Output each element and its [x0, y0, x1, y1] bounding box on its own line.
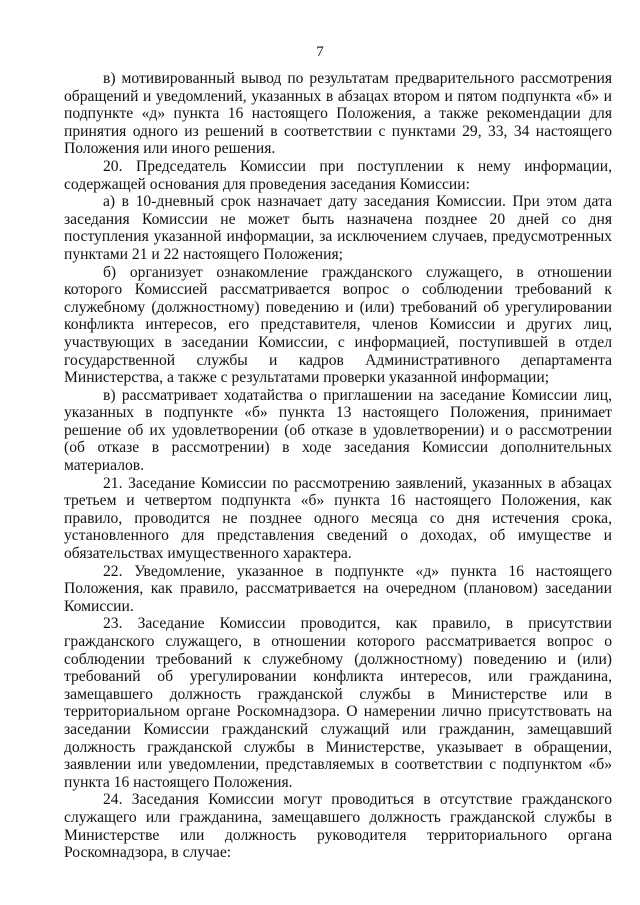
page-number: 7: [316, 44, 324, 60]
paragraph-20-v: в) рассматривает ходатайства о приглашении на заседание Комиссии лиц, указанных в подпункте «б» пункта 13 настоящего Положения, принимает решение об их удовлетворении (об отказе в удовлетворении) и о рассмотрении (об отказе в рассмотрении) в ходе заседания Комиссии дополнительных материалов.: [64, 386, 612, 475]
paragraph-v-conclusion: в) мотивированный вывод по результатам предварительного рассмотрения обращений и уведомлений, указанных в абзацах втором и пятом подпункта «б» и подпункте «д» пункта 16 настоящего Положения, а также рекомендации для принятия одного из решений в соответствии с пунктами 29, 33, 34 настоящего Положения или иного решения.: [64, 70, 612, 158]
paragraph-22: 22. Уведомление, указанное в подпункте «д» пункта 16 настоящего Положения, как правило, рассматривается на очередном (плановом) заседании Комиссии.: [64, 562, 612, 615]
paragraph-20-b: б) организует ознакомление гражданского служащего, в отношении которого Комиссией рассматривается вопрос о соблюдении требований к служебному (должностному) поведению и (или) требований об урегулировании конфликта интересов, его представителя, членов Комиссии и других лиц, участвующих в заседании Комиссии, с информацией, поступившей в отдел государственной службы и кадров Административного департамента Министерства, а также с результатами проверки указанной информации;: [64, 263, 612, 387]
document-body: [64, 70, 612, 862]
paragraph-24: 24. Заседания Комиссии могут проводиться в отсутствие гражданского служащего или гражданина, замещавшего должность гражданской службы в Министерстве или должность руководителя территориального органа Роскомнадзора, в случае:: [64, 791, 612, 862]
paragraph-21: 21. Заседание Комиссии по рассмотрению заявлений, указанных в абзацах третьем и четвертом подпункта «б» пункта 16 настоящего Положения, как правило, проводится не позднее одного месяца со дня истечения срока, установленного для представления сведений о доходах, об имуществе и обязательствах имущественного характера.: [64, 474, 612, 563]
paragraph-23: 23. Заседание Комиссии проводится, как правило, в присутствии гражданского служащего, в отношении которого рассматривается вопрос о соблюдении требований к служебному (должностному) поведению и (или) требований об урегулировании конфликта интересов, или гражданина, замещавшего должность гражданской службы в Министерстве или в территориальном органе Роскомнадзора. О намерении лично присутствовать на заседании Комиссии гражданский служащий или гражданин, замещавший должность гражданской службы в Министерстве, указывает в обращении, заявлении или уведомлении, представляемых в соответствии с подпунктом «б» пункта 16 настоящего Положения.: [64, 615, 612, 791]
paragraph-20-a: а) в 10-дневный срок назначает дату заседания Комиссии. При этом дата заседания Комиссии не может быть назначена позднее 20 дней со дня поступления указанной информации, за исключением случаев, предусмотренных пунктами 21 и 22 настоящего Положения;: [64, 193, 612, 263]
paragraph-20: 20. Председатель Комиссии при поступлении к нему информации, содержащей основания для проведения заседания Комиссии:: [64, 157, 612, 193]
